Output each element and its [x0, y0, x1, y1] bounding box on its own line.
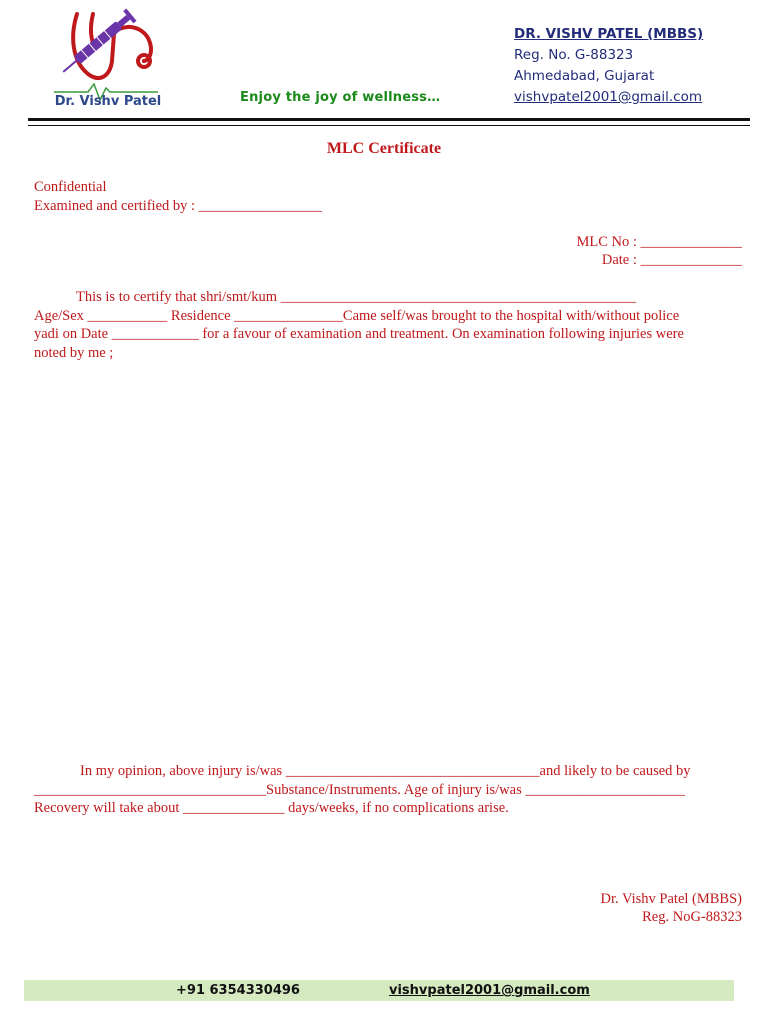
certification-paragraph: [34, 288, 746, 362]
tagline: Enjoy the joy of wellness…: [240, 90, 441, 105]
logo-text: Dr. Vishv Patel: [54, 94, 162, 109]
registration-number: Reg. No. G-88323: [514, 47, 634, 63]
location: Ahmedabad, Gujarat: [514, 68, 655, 84]
stethoscope-syringe-icon: [50, 6, 165, 101]
footer-bar: [24, 980, 734, 1001]
document-title: MLC Certificate: [326, 140, 442, 157]
opinion-paragraph: [34, 762, 746, 818]
header-divider-thin: [28, 125, 750, 126]
paragraph-line: This is to certify that shri/smt/kum _________________________________________________: [76, 289, 636, 305]
signature-registration: Reg. NoG-88323: [642, 909, 742, 925]
confidential-label: Confidential: [34, 179, 107, 195]
signature-name: Dr. Vishv Patel (MBBS): [600, 891, 742, 907]
date-line: Date : ______________: [601, 252, 742, 268]
doctor-email-link[interactable]: vishvpatel2001@gmail.com: [514, 89, 702, 105]
paragraph-line: ________________________________Substance/Instruments. Age of injury is/was ______________________: [34, 781, 685, 798]
clinic-logo: [50, 6, 165, 114]
header-divider-thick: [28, 118, 750, 121]
paragraph-line: Age/Sex ___________ Residence _______________Came self/was brought to the hospital with/without police: [34, 307, 680, 324]
doctor-name: DR. VISHV PATEL (MBBS): [514, 26, 704, 42]
paragraph-line: Recovery will take about ______________ days/weeks, if no complications arise.: [34, 800, 509, 816]
doctor-info-block: [514, 24, 703, 108]
footer-phone: +91 6354330496: [176, 983, 300, 998]
paragraph-line: yadi on Date ____________ for a favour of examination and treatment. On examination following injuries were: [34, 326, 684, 342]
paragraph-line: In my opinion, above injury is/was ___________________________________and likely to be caused by: [80, 763, 691, 779]
mlc-number-line: MLC No : ______________: [576, 234, 742, 250]
paragraph-line: noted by me ;: [34, 344, 114, 361]
examined-by-line: Examined and certified by : _________________: [34, 198, 322, 214]
footer-email-link[interactable]: vishvpatel2001@gmail.com: [389, 983, 590, 998]
